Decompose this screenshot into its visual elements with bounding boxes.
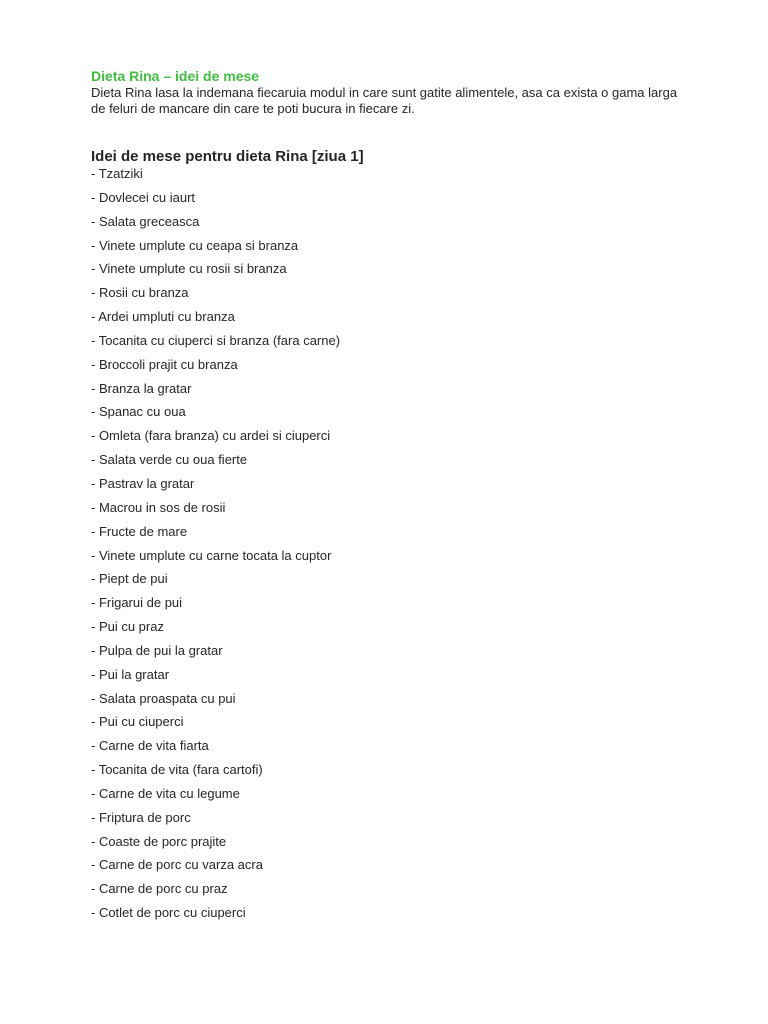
list-item: - Carne de vita cu legume [91,785,240,801]
list-item: - Pastrav la gratar [91,475,195,491]
section-title: Idei de mese pentru dieta Rina [ziua 1] [91,148,364,165]
list-item: - Friptura de porc [91,809,191,825]
list-item: - Tocanita cu ciuperci si branza (fara carne) [91,332,341,348]
list-item: - Pui la gratar [91,666,170,682]
intro-paragraph: Dieta Rina lasa la indemana fiecaruia modul in care sunt gatite alimentele, asa ca exista o gama larga de feluri de mancare din care te poti bucura in fiecare zi. [91,85,678,116]
list-item: - Salata verde cu oua fierte [91,452,248,468]
list-item: - Dovlecei cu iaurt [91,189,196,205]
document-title: Dieta Rina – idei de mese [91,68,260,84]
list-item: - Piept de pui [91,571,168,587]
list-item: - Fructe de mare [91,523,188,539]
list-item: - Pulpa de pui la gratar [91,642,223,658]
list-item: - Cotlet de porc cu ciuperci [91,905,246,921]
list-item: - Salata greceasca [91,213,200,229]
list-item: - Omleta (fara branza) cu ardei si ciuperci [91,428,331,444]
list-item: - Pui cu praz [91,619,164,635]
list-item: - Pui cu ciuperci [91,714,184,730]
list-item: - Coaste de porc prajite [91,833,227,849]
list-item: - Rosii cu branza [91,285,189,301]
list-item: - Carne de porc cu varza acra [91,857,263,873]
list-item: - Branza la gratar [91,380,192,396]
list-item: - Broccoli prajit cu branza [91,356,238,372]
list-item: - Tocanita de vita (fara cartofi) [91,762,263,778]
list-item: - Carne de vita fiarta [91,738,209,754]
list-item: - Frigarui de pui [91,595,183,611]
list-item: - Vinete umplute cu rosii si branza [91,261,287,277]
list-item: - Vinete umplute cu carne tocata la cuptor [91,547,332,563]
list-item: - Macrou in sos de rosii [91,499,226,515]
list-item: - Spanac cu oua [91,404,186,420]
list-item: - Vinete umplute cu ceapa si branza [91,237,299,253]
list-item: - Carne de porc cu praz [91,881,228,897]
document-page [91,68,691,929]
list-item: - Tzatziki [91,166,143,181]
meal-ideas-list [91,166,691,929]
list-item: - Ardei umpluti cu branza [91,309,235,325]
list-item: - Salata proaspata cu pui [91,690,236,706]
